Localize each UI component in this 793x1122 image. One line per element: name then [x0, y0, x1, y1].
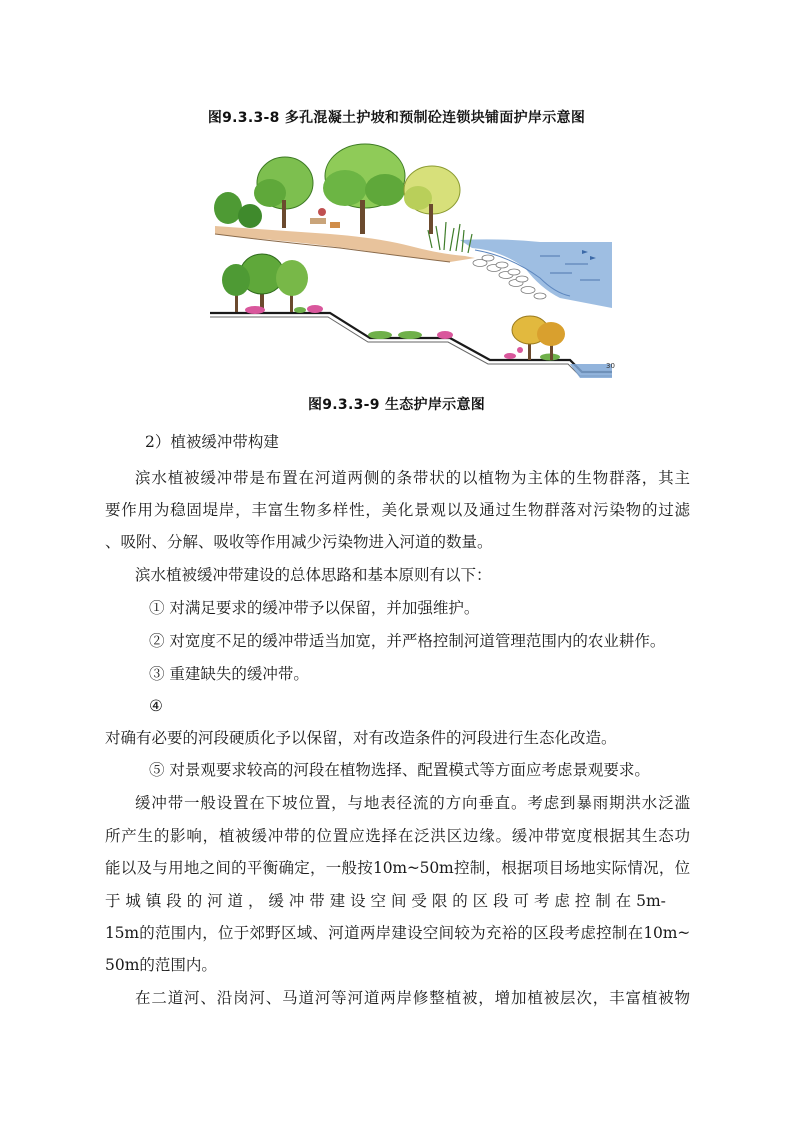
list-item-1: ① 对满足要求的缓冲带予以保留，并加强维护。	[149, 599, 480, 617]
p1-line-2: 要作用为稳固堤岸，丰富生物多样性，美化景观以及通过生物群落对污染物的过滤	[105, 501, 690, 519]
p1-line-3: 、吸附、分解、吸收等作用减少污染物进入河道的数量。	[105, 533, 493, 551]
list-item-4-continuation: 对确有必要的河段硬质化予以保留，对有改造条件的河段进行生态化改造。	[105, 729, 617, 747]
figure-caption-top: 图9.3.3-8 多孔混凝土护坡和预制砼连锁块铺面护岸示意图	[207, 110, 586, 126]
p3-line-2: 所产生的影响，植被缓冲带的位置应选择在泛洪区边缘。缓冲带宽度根据其生态功	[105, 827, 690, 845]
section-heading: 2）植被缓冲带构建	[145, 433, 279, 451]
reeds	[428, 222, 472, 253]
p1-line-1: 滨水植被缓冲带是布置在河道两侧的条带状的以植物为主体的生物群落，其主	[135, 469, 690, 487]
list-item-4: ④	[149, 697, 163, 715]
p4-line-1: 在二道河、沿岗河、马道河等河道两岸修整植被，增加植被层次，丰富植被物	[135, 989, 690, 1007]
tree-green-lower	[222, 254, 308, 312]
p3-line-3: 能以及与用地之间的平衡确定，一般按10m~50m控制，根据项目场地实际情况，位	[105, 859, 690, 877]
p3-line-6: 50m的范围内。	[105, 956, 217, 974]
p3-line-5: 15m的范围内，位于郊野区域、河道两岸建设空间较为充裕的区段考虑控制在10m~	[105, 924, 690, 942]
tree-yellow-lower	[512, 316, 565, 360]
p3-line-4: 于 城 镇 段 的 河 道 ， 缓 冲 带 建 设 空 间 受 限 的 区 段 可 考 虑 控 制 在 5m-	[105, 892, 666, 910]
figure-label: 30	[606, 362, 615, 370]
list-item-3: ③ 重建缺失的缓冲带。	[149, 665, 309, 683]
tree-canopy-upper	[214, 144, 460, 234]
list-item-2: ② 对宽度不足的缓冲带适当加宽，并严格控制河道管理范围内的农业耕作。	[149, 632, 666, 650]
eco-revetment-illustration	[210, 138, 615, 388]
figure-caption-bottom: 图9.3.3-9 生态护岸示意图	[307, 397, 486, 413]
p2-line: 滨水植被缓冲带建设的总体思路和基本原则有以下：	[135, 566, 492, 584]
p3-line-1: 缓冲带一般设置在下坡位置，与地表径流的方向垂直。考虑到暴雨期洪水泛滥	[135, 794, 690, 812]
list-item-5: ⑤ 对景观要求较高的河段在植物选择、配置模式等方面应考虑景观要求。	[149, 761, 650, 779]
